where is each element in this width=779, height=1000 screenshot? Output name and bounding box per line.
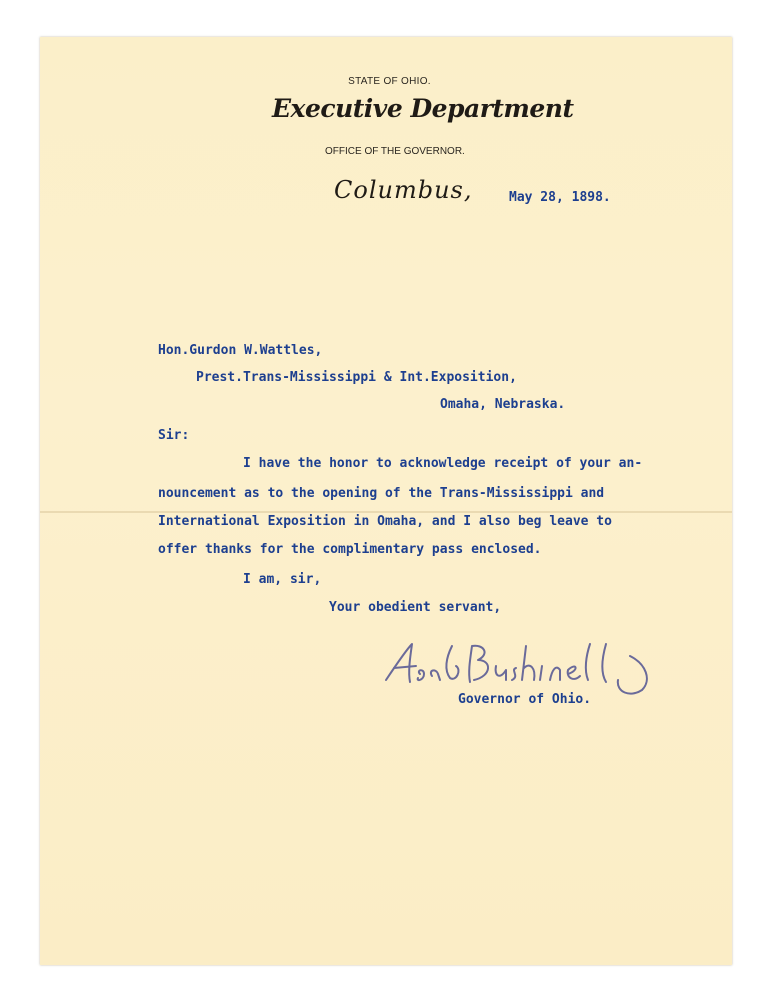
body-line: offer thanks for the complimentary pass enclosed.: [158, 542, 542, 557]
recipient-location: Omaha, Nebraska.: [440, 397, 566, 412]
salutation: Sir:: [158, 428, 190, 443]
signer-title: Governor of Ohio.: [458, 692, 592, 707]
fold-line: [40, 511, 732, 513]
letterhead-state: STATE OF OHIO.: [348, 76, 431, 87]
recipient-title: Prest.Trans-Mississippi & Int.Exposition,: [196, 370, 517, 385]
letterhead-office: OFFICE OF THE GOVERNOR.: [325, 146, 465, 157]
letterhead-city: Columbus,: [334, 176, 473, 204]
closing-line: I am, sir,: [243, 572, 322, 587]
body-line: I have the honor to acknowledge receipt of your an-: [243, 456, 643, 471]
body-line: nouncement as to the opening of the Trans-Mississippi and: [158, 486, 605, 501]
letter-date: May 28, 1898.: [509, 190, 611, 205]
letterhead-department: Executive Department: [272, 94, 574, 123]
recipient-name: Hon.Gurdon W.Wattles,: [158, 343, 323, 358]
closing-line: Your obedient servant,: [329, 600, 502, 615]
body-line: International Exposition in Omaha, and I also beg leave to: [158, 514, 612, 529]
